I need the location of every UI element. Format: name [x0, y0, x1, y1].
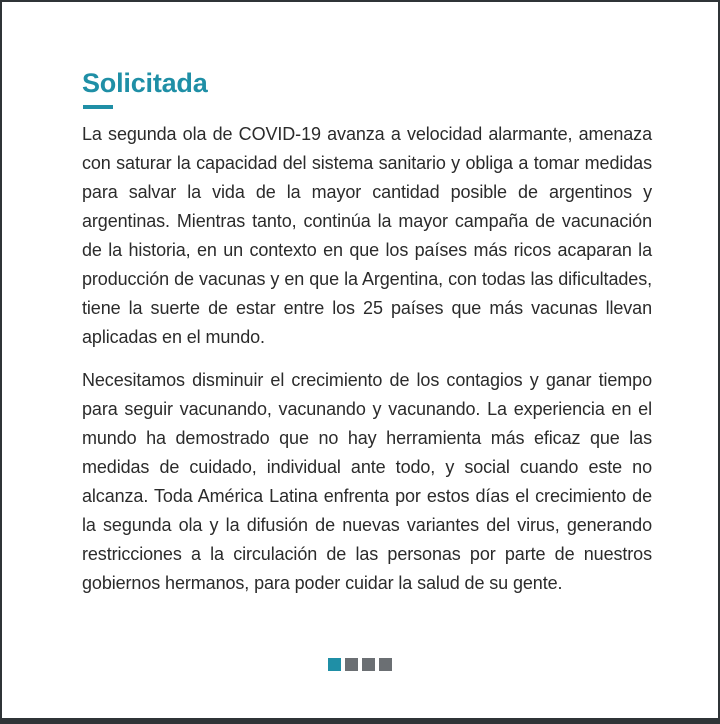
paragraph-1: La segunda ola de COVID-19 avanza a velocidad alarmante, amenaza con saturar la capacidad del sistema sanitario y obliga a tomar medidas para salvar la vida de la mayor cantidad posible de argentinos y argentinas. Mientras tanto, continúa la mayor campaña de vacunación de la historia, en un contexto en que los países más ricos acaparan la producción de vacunas y en que la Argentina, con todas las dificultades, tiene la suerte de estar entre los 25 países que más vacunas llevan aplicadas en el mundo.	[82, 124, 652, 347]
page-indicator-dot-4[interactable]	[379, 658, 392, 671]
page-indicator-dot-1[interactable]	[328, 658, 341, 671]
document-card	[2, 2, 718, 718]
paragraph-2: Necesitamos disminuir el crecimiento de los contagios y ganar tiempo para seguir vacunando, vacunando y vacunando. La experiencia en el mundo ha demostrado que no hay herramienta más eficaz que las medidas de cuidado, individual ante todo, y social cuando este no alcanza. Toda América Latina enfrenta por estos días el crecimiento de la segunda ola y la difusión de nuevas variantes del virus, generando restricciones a la circulación de las personas por parte de nuestros gobiernos hermanos, para poder cuidar la salud de su gente.	[82, 370, 652, 593]
page-indicator-dot-3[interactable]	[362, 658, 375, 671]
page-indicator-dot-2[interactable]	[345, 658, 358, 671]
pagination-indicator	[328, 658, 392, 671]
title-underline	[83, 105, 113, 109]
document-title: Solicitada	[82, 68, 208, 98]
